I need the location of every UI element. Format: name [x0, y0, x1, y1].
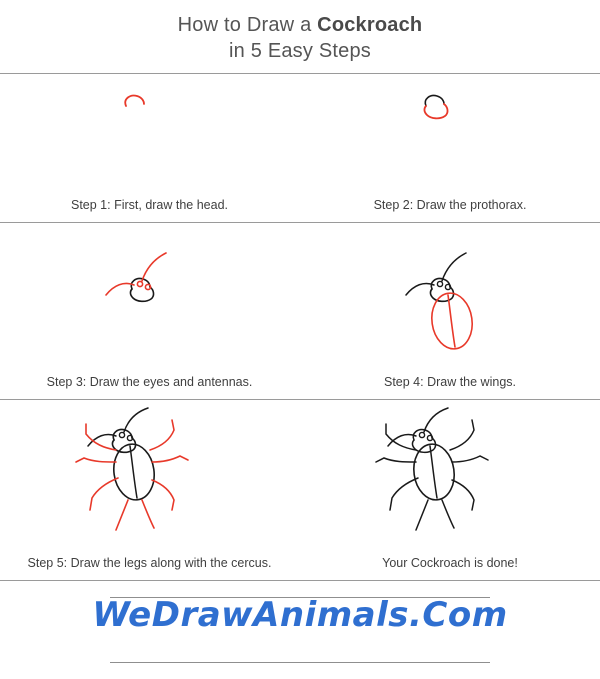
step-cell-6 — [300, 400, 600, 580]
step-1-drawing — [20, 74, 280, 194]
step-3-caption: Step 3: Draw the eyes and antennas. — [46, 374, 253, 389]
step-2-drawing — [320, 74, 580, 194]
step-4-illustration — [300, 223, 600, 371]
step-cell-4 — [300, 223, 600, 399]
step-cell-2 — [300, 74, 600, 222]
step-5-drawing — [20, 400, 280, 552]
step-1-caption: Step 1: First, draw the head. — [70, 197, 229, 212]
step-1-illustration — [0, 74, 299, 194]
step-5-illustration — [0, 400, 299, 552]
step-cell-3 — [0, 223, 300, 399]
step-4-drawing — [320, 223, 580, 371]
step-4-caption: Step 4: Draw the wings. — [383, 374, 516, 389]
step-2-illustration — [300, 74, 600, 194]
step-3-illustration — [0, 223, 299, 371]
step-2-caption: Step 2: Draw the prothorax. — [373, 197, 527, 212]
title-subject: Cockroach — [317, 14, 423, 36]
step-3-drawing — [20, 223, 280, 371]
footer — [0, 583, 600, 679]
title-line-1 — [0, 12, 600, 38]
title-prefix: How to Draw a — [177, 14, 318, 36]
steps-row-2 — [0, 223, 600, 400]
title-line-2: in 5 Easy Steps — [229, 40, 371, 63]
step-6-illustration — [300, 400, 600, 552]
page-title — [0, 0, 600, 65]
steps-row-3 — [0, 400, 600, 581]
step-6-drawing — [320, 400, 580, 552]
steps-grid — [0, 73, 600, 581]
step-6-caption: Your Cockroach is done! — [382, 555, 518, 570]
steps-row-1 — [0, 74, 600, 223]
site-logo[interactable]: WeDrawAnimals.Com — [92, 594, 508, 635]
step-cell-5 — [0, 400, 300, 580]
step-5-caption: Step 5: Draw the legs along with the cercus. — [27, 555, 272, 570]
step-cell-1 — [0, 74, 300, 222]
footer-rule-bottom — [110, 662, 490, 663]
